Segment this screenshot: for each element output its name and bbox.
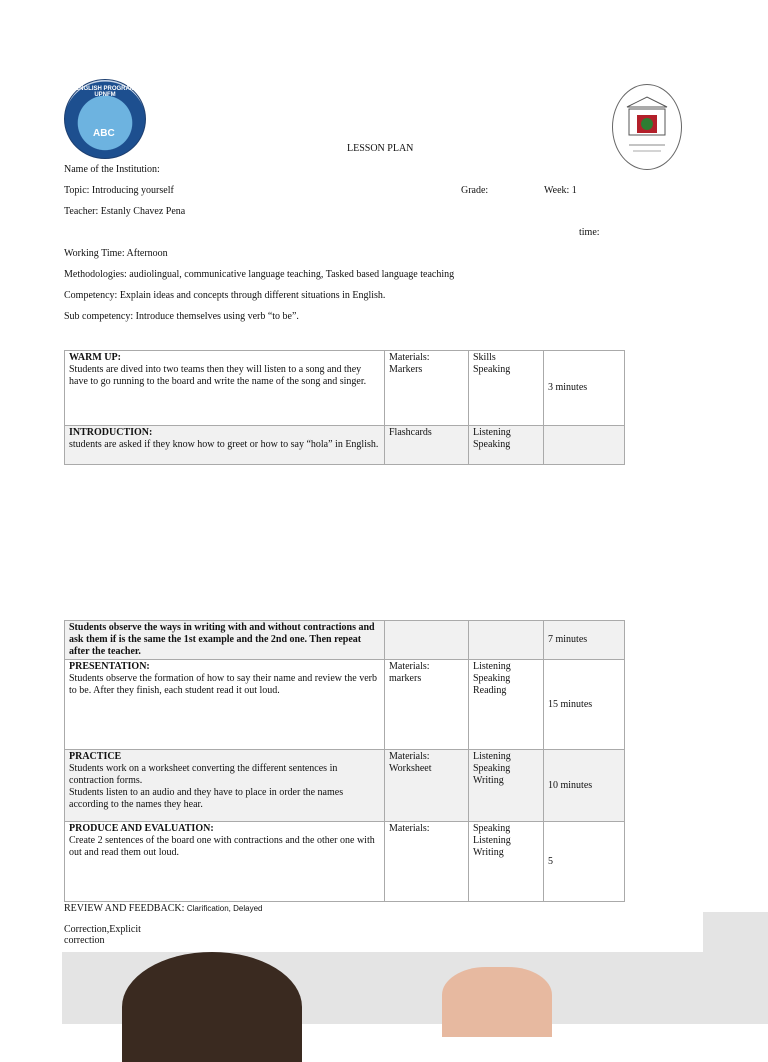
table-row (65, 822, 625, 902)
methodologies-label: Methodologies: audiolingual, communicative language teaching, Tasked based language teaching (64, 269, 455, 280)
time-cell: 15 minutes (544, 660, 625, 750)
time-cell: 7 minutes (544, 621, 625, 660)
time-cell (544, 426, 625, 465)
activity-body: Students work on a worksheet converting the different sentences in contraction forms. Students listen to an audio and they have to place in order the names according to the names they hear. (69, 763, 344, 810)
activity-heading: WARM UP: (69, 352, 121, 363)
person-head-shape (122, 952, 302, 1062)
logo-letters: ABC (93, 128, 115, 139)
time-cell: 5 (544, 822, 625, 902)
materials-cell (385, 621, 469, 660)
materials-cell: Flashcards (385, 426, 469, 465)
lesson-table-2 (64, 620, 625, 902)
skills-cell: Skills Speaking (469, 351, 544, 426)
lesson-table-1 (64, 350, 625, 465)
materials-cell: Materials: markers (385, 660, 469, 750)
activity-cell (65, 750, 385, 822)
page-title: LESSON PLAN (347, 143, 414, 154)
skills-cell: Listening Speaking Writing (469, 750, 544, 822)
institution-seal-icon (612, 84, 682, 170)
week-label: Week: 1 (544, 185, 577, 196)
skills-cell (469, 621, 544, 660)
review-section (64, 903, 262, 946)
activity-body: students are asked if they know how to greet or how to say “hola” in English. (69, 439, 379, 450)
activity-heading: INTRODUCTION: (69, 427, 153, 438)
table-row (65, 426, 625, 465)
grade-label: Grade: (461, 185, 489, 196)
activity-heading: PRESENTATION: (69, 661, 150, 672)
raised-hand-shape (442, 967, 552, 1037)
skills-cell: Listening Speaking (469, 426, 544, 465)
review-line-3: correction (64, 935, 105, 946)
review-label: REVIEW AND FEEDBACK: (64, 903, 185, 914)
activity-cell (65, 822, 385, 902)
activity-cell: Students observe the ways in writing with and without contractions and ask them if is the same the 1st example and the 2nd one. Then repeat after the teacher. (65, 621, 385, 660)
activity-body: Students observe the formation of how to say their name and review the verb to be. After they finish, each student read it out loud. (69, 673, 377, 696)
competency-label: Competency: Explain ideas and concepts through different situations in English. (64, 290, 386, 301)
topic-label: Topic: Introducing yourself (64, 185, 174, 196)
time-cell: 3 minutes (544, 351, 625, 426)
activity-cell (65, 351, 385, 426)
skills-cell: Listening Speaking Reading (469, 660, 544, 750)
materials-cell: Materials: Markers (385, 351, 469, 426)
activity-body: Students are dived into two teams then they will listen to a song and they have to go running to the board and write the name of the song and singer. (69, 364, 367, 387)
sub-competency-label: Sub competency: Introduce themselves using verb “to be”. (64, 311, 299, 322)
teacher-label: Teacher: Estanly Chavez Pena (64, 206, 186, 217)
review-line-2: Correction,Explicit (64, 924, 141, 935)
activity-body: Create 2 sentences of the board one with contractions and the other one with out and read them out loud. (69, 835, 375, 858)
time-cell: 10 minutes (544, 750, 625, 822)
time-label: time: (579, 227, 600, 238)
activity-cell (65, 660, 385, 750)
english-program-logo-icon (64, 79, 146, 159)
materials-cell: Materials: Worksheet (385, 750, 469, 822)
skills-cell: Speaking Listening Writing (469, 822, 544, 902)
logo-ring-text: ENGLISH PROGRAM UPNFM (75, 86, 135, 98)
table-row (65, 660, 625, 750)
review-small-text: Clarification, Delayed (186, 904, 263, 913)
institution-label: Name of the Institution: (64, 164, 160, 175)
activity-heading: PRACTICE (69, 751, 122, 762)
table-row (65, 621, 625, 660)
working-time-label: Working Time: Afternoon (64, 248, 168, 259)
table-row (65, 750, 625, 822)
materials-cell: Materials: (385, 822, 469, 902)
table-row (65, 351, 625, 426)
activity-cell (65, 426, 385, 465)
activity-heading: PRODUCE AND EVALUATION: (69, 823, 214, 834)
